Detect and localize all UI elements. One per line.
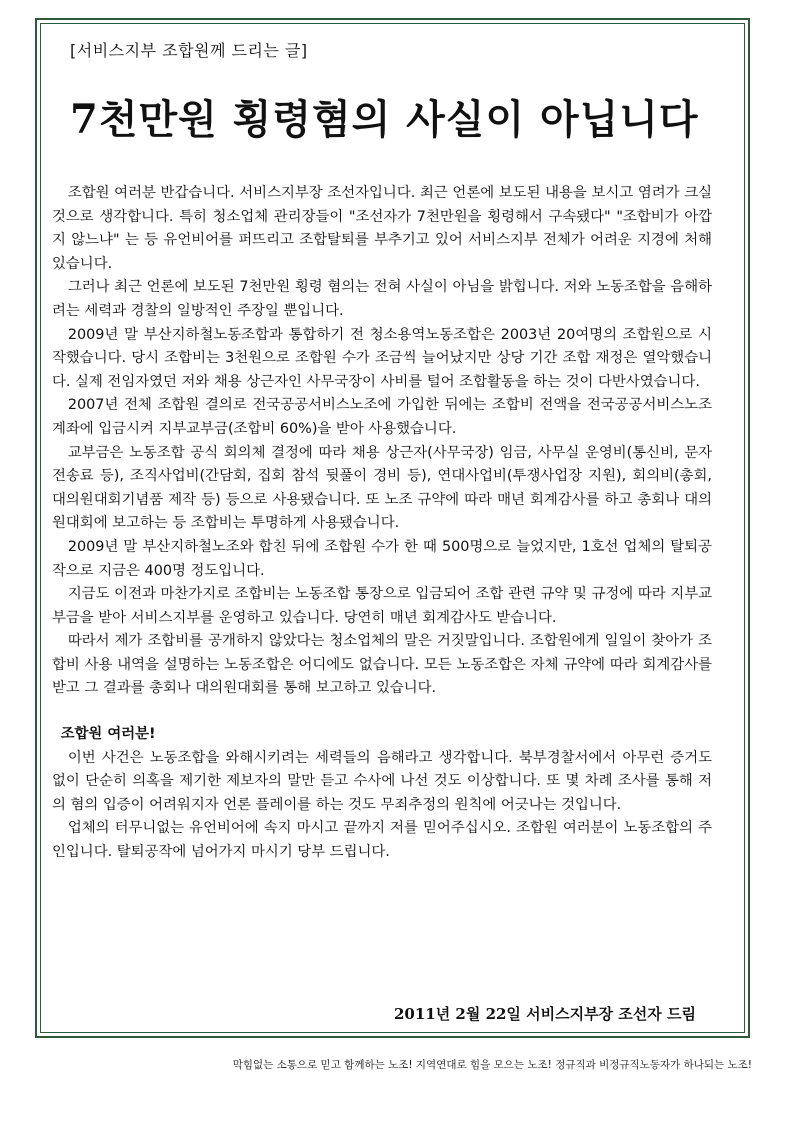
paragraph: 2009년 말 부산지하철노조와 합친 뒤에 조합원 수가 한 때 500명으로 늘었지만, 1호선 업체의 탈퇴공작으로 지금은 400명 정도입니다. xyxy=(52,538,712,579)
paragraph: 2007년 전체 조합원 결의로 전국공공서비스노조에 가입한 뒤에는 조합비 전액을 전국공공서비스노조 계좌에 입금시켜 지부교부금(조합비 60%)을 받아 사용했습니다. xyxy=(52,397,712,437)
footer-slogan: 막힘없는 소통으로 믿고 함께하는 노조! 지역연대로 힘을 모으는 노조! 정규직과 비정규직노동자가 하나되는 노조! xyxy=(232,1059,752,1071)
paragraph: 그러나 최근 언론에 보도된 7천만원 횡령 혐의는 전혀 사실이 아님을 밝힙니다. 저와 노동조합을 음해하려는 세력과 경찰의 일방적인 주장일 뿐입니다. xyxy=(52,279,712,319)
greeting: 조합원 여러분! xyxy=(60,726,156,743)
signature: 2011년 2월 22일 서비스지부장 조선자 드림 xyxy=(393,1005,696,1023)
paragraph: 조합원 여러분 반갑습니다. 서비스지부장 조선자입니다. 최근 언론에 보도된 내용을 보시고 염려가 크실 것으로 생각합니다. 특히 청소업체 관리장들이 "조선자가 7천만원을 횡령해서 구속됐다" "조합비가 아깝지 않느냐" 는 등 유언비어를 퍼뜨리고 조합탈퇴를 부추기고 있어 서비스지부 전체가 어려운 지경에 처해 있습니다. xyxy=(52,185,712,272)
paragraph: 이번 사건은 노동조합을 와해시키려는 세력들의 음해라고 생각합니다. 북부경찰서에서 아무런 증거도 없이 단순히 의혹을 제기한 제보자의 말만 듣고 수사에 나선 것도 이상합니다. 또 몇 차례 조사를 통해 저의 혐의 입증이 어려워지자 언론 플레이를 하는 것도 무죄추정의 원칙에 어긋나는 것입니다. xyxy=(52,749,712,813)
paragraph: 따라서 제가 조합비를 공개하지 않았다는 청소업체의 말은 거짓말입니다. 조합원에게 일일이 찾아가 조합비 사용 내역을 설명하는 노동조합은 어디에도 없습니다. 모든 노동조합은 자체 규약에 따라 회계감사를 받고 그 결과를 총회나 대의원대회를 통해 보고하고 있습니다. xyxy=(52,633,712,697)
paragraph: 2009년 말 부산지하철노동조합과 통합하기 전 청소용역노동조합은 2003년 20여명의 조합원으로 시작했습니다. 당시 조합비는 3천원으로 조합원 수가 조금씩 늘어났지만 상당 기간 조합 재정은 열악했습니다. 실제 전임자였던 저와 채용 상근자인 사무국장이 사비를 털어 조합활동을 하는 것이 다반사였습니다. xyxy=(52,326,712,390)
paragraph: 교부금은 노동조합 공식 회의체 결정에 따라 채용 상근자(사무국장) 임금, 사무실 운영비(통신비, 문자전송료 등), 조직사업비(간담회, 집회 참석 뒷풀이 경비 등), 연대사업비(투쟁사업장 지원), 회의비(총회, 대의원대회기념품 제작 등) 등으로 사용됐습니다. 또 노조 규약에 따라 매년 회계감사를 하고 총회나 대의원대회에 보고하는 등 조합비는 투명하게 사용됐습니다. xyxy=(52,444,712,532)
section-label: [서비스지부 조합원께 드리는 글] xyxy=(70,41,308,60)
headline: 7천만원 횡령혐의 사실이 아닙니다 xyxy=(70,96,699,143)
paragraph: 지금도 이전과 마찬가지로 조합비는 노동조합 통장으로 입금되어 조합 관련 규약 및 규정에 따라 지부교부금을 받아 서비스지부를 운영하고 있습니다. 당연히 매년 회계감사도 받습니다. xyxy=(52,586,712,626)
paragraph: 업체의 터무니없는 유언비어에 속지 마시고 끝까지 저를 믿어주십시오. 조합원 여러분이 노동조합의 주인입니다. 탈퇴공작에 넘어가지 마시기 당부 드립니다. xyxy=(52,820,712,861)
letter-body xyxy=(52,182,712,865)
